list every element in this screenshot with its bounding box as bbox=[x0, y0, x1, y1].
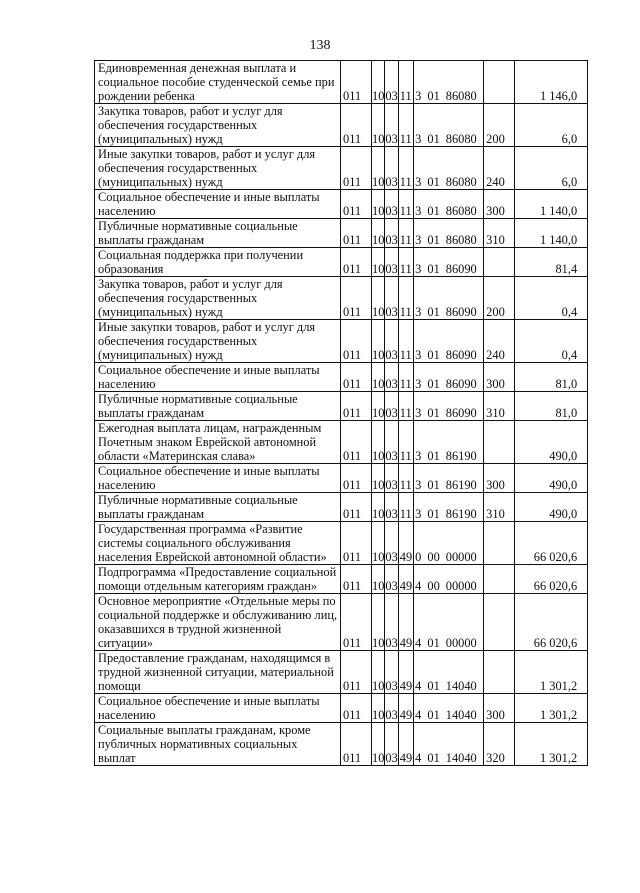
row-subsection: 03 bbox=[385, 522, 398, 565]
row-program: 49 bbox=[398, 694, 413, 723]
row-admin-code: 011 bbox=[341, 147, 372, 190]
row-amount: 490,0 bbox=[515, 464, 588, 493]
table-row bbox=[95, 219, 588, 248]
row-subsection: 03 bbox=[385, 147, 398, 190]
row-expense-type: 310 bbox=[484, 493, 515, 522]
row-name: Ежегодная выплата лицам, награжденным Почетным знаком Еврейской автономной области «Материнская слава» bbox=[95, 421, 341, 464]
row-activity: 01 bbox=[427, 377, 440, 391]
row-subprogram: 3 bbox=[415, 204, 422, 218]
row-amount: 0,4 bbox=[515, 277, 588, 320]
table-row bbox=[95, 277, 588, 320]
table-row bbox=[95, 320, 588, 363]
row-section: 10 bbox=[372, 147, 385, 190]
row-activity: 01 bbox=[427, 262, 440, 276]
table-row bbox=[95, 392, 588, 421]
row-section: 10 bbox=[372, 522, 385, 565]
row-program: 11 bbox=[398, 147, 413, 190]
row-admin-code: 011 bbox=[341, 594, 372, 651]
row-admin-code: 011 bbox=[341, 61, 372, 104]
row-subsection: 03 bbox=[385, 219, 398, 248]
row-name: Публичные нормативные социальные выплаты гражданам bbox=[95, 219, 341, 248]
row-direction-code: 00000 bbox=[445, 579, 477, 593]
row-target-article bbox=[414, 190, 484, 219]
row-admin-code: 011 bbox=[341, 320, 372, 363]
row-section: 10 bbox=[372, 651, 385, 694]
row-activity: 01 bbox=[427, 89, 440, 103]
row-target-article bbox=[414, 320, 484, 363]
row-subprogram: 3 bbox=[415, 175, 422, 189]
row-program: 49 bbox=[398, 651, 413, 694]
row-direction-code: 86080 bbox=[445, 132, 477, 146]
row-subprogram: 3 bbox=[415, 262, 422, 276]
row-admin-code: 011 bbox=[341, 421, 372, 464]
row-activity: 01 bbox=[427, 708, 440, 722]
row-subprogram: 3 bbox=[415, 507, 422, 521]
row-activity: 01 bbox=[427, 679, 440, 693]
row-amount: 66 020,6 bbox=[515, 594, 588, 651]
row-name: Основное мероприятие «Отдельные меры по социальной поддержке и обслуживанию лиц, оказавшихся в трудной жизненной ситуации» bbox=[95, 594, 341, 651]
row-activity: 01 bbox=[427, 204, 440, 218]
row-expense-type: 300 bbox=[484, 363, 515, 392]
table-row bbox=[95, 104, 588, 147]
row-name: Социальное обеспечение и иные выплаты населению bbox=[95, 464, 341, 493]
row-name: Иные закупки товаров, работ и услуг для обеспечения государственных (муниципальных) нужд bbox=[95, 147, 341, 190]
row-section: 10 bbox=[372, 219, 385, 248]
row-amount: 6,0 bbox=[515, 104, 588, 147]
row-name: Иные закупки товаров, работ и услуг для обеспечения государственных (муниципальных) нужд bbox=[95, 320, 341, 363]
row-direction-code: 86190 bbox=[445, 449, 477, 463]
row-section: 10 bbox=[372, 565, 385, 594]
row-program: 11 bbox=[398, 104, 413, 147]
row-amount: 81,0 bbox=[515, 392, 588, 421]
table-row bbox=[95, 147, 588, 190]
row-section: 10 bbox=[372, 190, 385, 219]
row-expense-type: 300 bbox=[484, 694, 515, 723]
row-direction-code: 00000 bbox=[445, 550, 477, 564]
row-admin-code: 011 bbox=[341, 104, 372, 147]
row-direction-code: 00000 bbox=[445, 636, 477, 650]
row-subsection: 03 bbox=[385, 320, 398, 363]
row-amount: 1 140,0 bbox=[515, 190, 588, 219]
row-subprogram: 4 bbox=[415, 579, 422, 593]
row-expense-type: 310 bbox=[484, 219, 515, 248]
row-subprogram: 0 bbox=[415, 550, 422, 564]
row-expense-type: 300 bbox=[484, 190, 515, 219]
row-name: Социальное обеспечение и иные выплаты населению bbox=[95, 190, 341, 219]
row-program: 49 bbox=[398, 565, 413, 594]
page-number: 138 bbox=[309, 38, 331, 53]
row-program: 11 bbox=[398, 392, 413, 421]
row-expense-type bbox=[484, 651, 515, 694]
row-target-article bbox=[414, 594, 484, 651]
row-expense-type bbox=[484, 522, 515, 565]
table-row bbox=[95, 723, 588, 766]
row-program: 11 bbox=[398, 219, 413, 248]
budget-table bbox=[94, 60, 588, 766]
table-row bbox=[95, 651, 588, 694]
row-target-article bbox=[414, 522, 484, 565]
row-expense-type: 240 bbox=[484, 147, 515, 190]
row-name: Публичные нормативные социальные выплаты гражданам bbox=[95, 392, 341, 421]
row-program: 11 bbox=[398, 493, 413, 522]
table-row bbox=[95, 190, 588, 219]
row-subsection: 03 bbox=[385, 277, 398, 320]
row-subprogram: 3 bbox=[415, 449, 422, 463]
row-admin-code: 011 bbox=[341, 493, 372, 522]
row-amount: 0,4 bbox=[515, 320, 588, 363]
row-direction-code: 86090 bbox=[445, 262, 477, 276]
row-activity: 01 bbox=[427, 348, 440, 362]
table-row bbox=[95, 522, 588, 565]
row-admin-code: 011 bbox=[341, 694, 372, 723]
row-program: 49 bbox=[398, 522, 413, 565]
row-amount: 81,4 bbox=[515, 248, 588, 277]
row-expense-type: 200 bbox=[484, 277, 515, 320]
row-activity: 00 bbox=[427, 579, 440, 593]
row-target-article bbox=[414, 421, 484, 464]
row-section: 10 bbox=[372, 363, 385, 392]
budget-table-body bbox=[95, 61, 588, 766]
row-program: 49 bbox=[398, 723, 413, 766]
table-row bbox=[95, 493, 588, 522]
row-section: 10 bbox=[372, 392, 385, 421]
row-subprogram: 3 bbox=[415, 377, 422, 391]
row-section: 10 bbox=[372, 277, 385, 320]
row-expense-type bbox=[484, 61, 515, 104]
row-name: Предоставление гражданам, находящимся в трудной жизненной ситуации, материальной помощи bbox=[95, 651, 341, 694]
row-name: Социальные выплаты гражданам, кроме публичных нормативных социальных выплат bbox=[95, 723, 341, 766]
row-expense-type: 320 bbox=[484, 723, 515, 766]
table-row bbox=[95, 421, 588, 464]
row-target-article bbox=[414, 464, 484, 493]
row-amount: 66 020,6 bbox=[515, 522, 588, 565]
row-name: Социальная поддержка при получении образования bbox=[95, 248, 341, 277]
row-section: 10 bbox=[372, 594, 385, 651]
row-target-article bbox=[414, 219, 484, 248]
row-section: 10 bbox=[372, 248, 385, 277]
row-expense-type bbox=[484, 594, 515, 651]
row-subprogram: 3 bbox=[415, 89, 422, 103]
row-program: 11 bbox=[398, 277, 413, 320]
table-row bbox=[95, 565, 588, 594]
row-name: Закупка товаров, работ и услуг для обеспечения государственных (муниципальных) нужд bbox=[95, 104, 341, 147]
row-amount: 490,0 bbox=[515, 421, 588, 464]
row-activity: 01 bbox=[427, 751, 440, 765]
row-subprogram: 4 bbox=[415, 751, 422, 765]
row-target-article bbox=[414, 363, 484, 392]
row-direction-code: 86190 bbox=[445, 478, 477, 492]
row-target-article bbox=[414, 694, 484, 723]
row-direction-code: 86090 bbox=[445, 348, 477, 362]
row-target-article bbox=[414, 104, 484, 147]
row-activity: 01 bbox=[427, 507, 440, 521]
row-section: 10 bbox=[372, 104, 385, 147]
row-activity: 01 bbox=[427, 233, 440, 247]
row-subsection: 03 bbox=[385, 694, 398, 723]
row-direction-code: 86190 bbox=[445, 507, 477, 521]
row-subprogram: 4 bbox=[415, 636, 422, 650]
row-subsection: 03 bbox=[385, 723, 398, 766]
row-subsection: 03 bbox=[385, 565, 398, 594]
row-amount: 1 146,0 bbox=[515, 61, 588, 104]
table-row bbox=[95, 694, 588, 723]
row-direction-code: 14040 bbox=[445, 751, 477, 765]
row-amount: 1 140,0 bbox=[515, 219, 588, 248]
row-section: 10 bbox=[372, 320, 385, 363]
table-row bbox=[95, 61, 588, 104]
row-subprogram: 3 bbox=[415, 478, 422, 492]
row-activity: 01 bbox=[427, 478, 440, 492]
row-admin-code: 011 bbox=[341, 723, 372, 766]
row-target-article bbox=[414, 565, 484, 594]
row-subprogram: 3 bbox=[415, 406, 422, 420]
row-subprogram: 4 bbox=[415, 679, 422, 693]
row-section: 10 bbox=[372, 493, 385, 522]
row-expense-type: 300 bbox=[484, 464, 515, 493]
row-subsection: 03 bbox=[385, 651, 398, 694]
row-amount: 490,0 bbox=[515, 493, 588, 522]
row-target-article bbox=[414, 248, 484, 277]
row-expense-type bbox=[484, 565, 515, 594]
row-subsection: 03 bbox=[385, 104, 398, 147]
row-activity: 01 bbox=[427, 449, 440, 463]
row-direction-code: 86080 bbox=[445, 204, 477, 218]
row-name: Подпрограмма «Предоставление социальной помощи отдельным категориям граждан» bbox=[95, 565, 341, 594]
row-expense-type: 200 bbox=[484, 104, 515, 147]
row-amount: 1 301,2 bbox=[515, 723, 588, 766]
row-expense-type: 310 bbox=[484, 392, 515, 421]
row-program: 11 bbox=[398, 248, 413, 277]
row-activity: 01 bbox=[427, 636, 440, 650]
row-subsection: 03 bbox=[385, 190, 398, 219]
row-subsection: 03 bbox=[385, 392, 398, 421]
row-activity: 01 bbox=[427, 305, 440, 319]
row-subsection: 03 bbox=[385, 594, 398, 651]
row-expense-type: 240 bbox=[484, 320, 515, 363]
row-direction-code: 86090 bbox=[445, 377, 477, 391]
row-name: Государственная программа «Развитие системы социального обслуживания населения Еврейской автономной области» bbox=[95, 522, 341, 565]
row-direction-code: 14040 bbox=[445, 679, 477, 693]
row-target-article bbox=[414, 651, 484, 694]
row-subprogram: 3 bbox=[415, 233, 422, 247]
row-activity: 01 bbox=[427, 175, 440, 189]
row-amount: 81,0 bbox=[515, 363, 588, 392]
row-name: Социальное обеспечение и иные выплаты населению bbox=[95, 363, 341, 392]
row-section: 10 bbox=[372, 694, 385, 723]
row-subprogram: 3 bbox=[415, 132, 422, 146]
row-target-article bbox=[414, 277, 484, 320]
table-row bbox=[95, 464, 588, 493]
row-direction-code: 86090 bbox=[445, 406, 477, 420]
row-target-article bbox=[414, 147, 484, 190]
row-activity: 01 bbox=[427, 132, 440, 146]
row-admin-code: 011 bbox=[341, 277, 372, 320]
row-program: 11 bbox=[398, 320, 413, 363]
row-program: 11 bbox=[398, 363, 413, 392]
row-subprogram: 3 bbox=[415, 348, 422, 362]
row-program: 11 bbox=[398, 421, 413, 464]
row-expense-type bbox=[484, 421, 515, 464]
row-section: 10 bbox=[372, 61, 385, 104]
row-subsection: 03 bbox=[385, 363, 398, 392]
row-subprogram: 4 bbox=[415, 708, 422, 722]
row-subsection: 03 bbox=[385, 248, 398, 277]
row-program: 11 bbox=[398, 190, 413, 219]
row-section: 10 bbox=[372, 723, 385, 766]
row-subsection: 03 bbox=[385, 464, 398, 493]
row-target-article bbox=[414, 61, 484, 104]
row-name: Закупка товаров, работ и услуг для обеспечения государственных (муниципальных) нужд bbox=[95, 277, 341, 320]
row-admin-code: 011 bbox=[341, 522, 372, 565]
table-row bbox=[95, 363, 588, 392]
row-admin-code: 011 bbox=[341, 219, 372, 248]
row-amount: 66 020,6 bbox=[515, 565, 588, 594]
row-admin-code: 011 bbox=[341, 651, 372, 694]
row-name: Единовременная денежная выплата и социальное пособие студенческой семье при рождении ребенка bbox=[95, 61, 341, 104]
row-subsection: 03 bbox=[385, 493, 398, 522]
table-row bbox=[95, 594, 588, 651]
row-direction-code: 86090 bbox=[445, 305, 477, 319]
row-admin-code: 011 bbox=[341, 248, 372, 277]
row-subprogram: 3 bbox=[415, 305, 422, 319]
row-activity: 01 bbox=[427, 406, 440, 420]
row-program: 11 bbox=[398, 464, 413, 493]
table-row bbox=[95, 248, 588, 277]
row-target-article bbox=[414, 493, 484, 522]
row-admin-code: 011 bbox=[341, 190, 372, 219]
row-name: Публичные нормативные социальные выплаты гражданам bbox=[95, 493, 341, 522]
row-name: Социальное обеспечение и иные выплаты населению bbox=[95, 694, 341, 723]
row-subsection: 03 bbox=[385, 421, 398, 464]
row-direction-code: 86080 bbox=[445, 175, 477, 189]
row-direction-code: 14040 bbox=[445, 708, 477, 722]
row-target-article bbox=[414, 723, 484, 766]
row-program: 11 bbox=[398, 61, 413, 104]
row-admin-code: 011 bbox=[341, 565, 372, 594]
row-direction-code: 86080 bbox=[445, 89, 477, 103]
row-program: 49 bbox=[398, 594, 413, 651]
row-amount: 1 301,2 bbox=[515, 694, 588, 723]
row-admin-code: 011 bbox=[341, 464, 372, 493]
row-expense-type bbox=[484, 248, 515, 277]
row-admin-code: 011 bbox=[341, 392, 372, 421]
row-amount: 6,0 bbox=[515, 147, 588, 190]
row-section: 10 bbox=[372, 421, 385, 464]
row-target-article bbox=[414, 392, 484, 421]
row-subsection: 03 bbox=[385, 61, 398, 104]
row-direction-code: 86080 bbox=[445, 233, 477, 247]
row-activity: 00 bbox=[427, 550, 440, 564]
row-amount: 1 301,2 bbox=[515, 651, 588, 694]
row-admin-code: 011 bbox=[341, 363, 372, 392]
row-section: 10 bbox=[372, 464, 385, 493]
